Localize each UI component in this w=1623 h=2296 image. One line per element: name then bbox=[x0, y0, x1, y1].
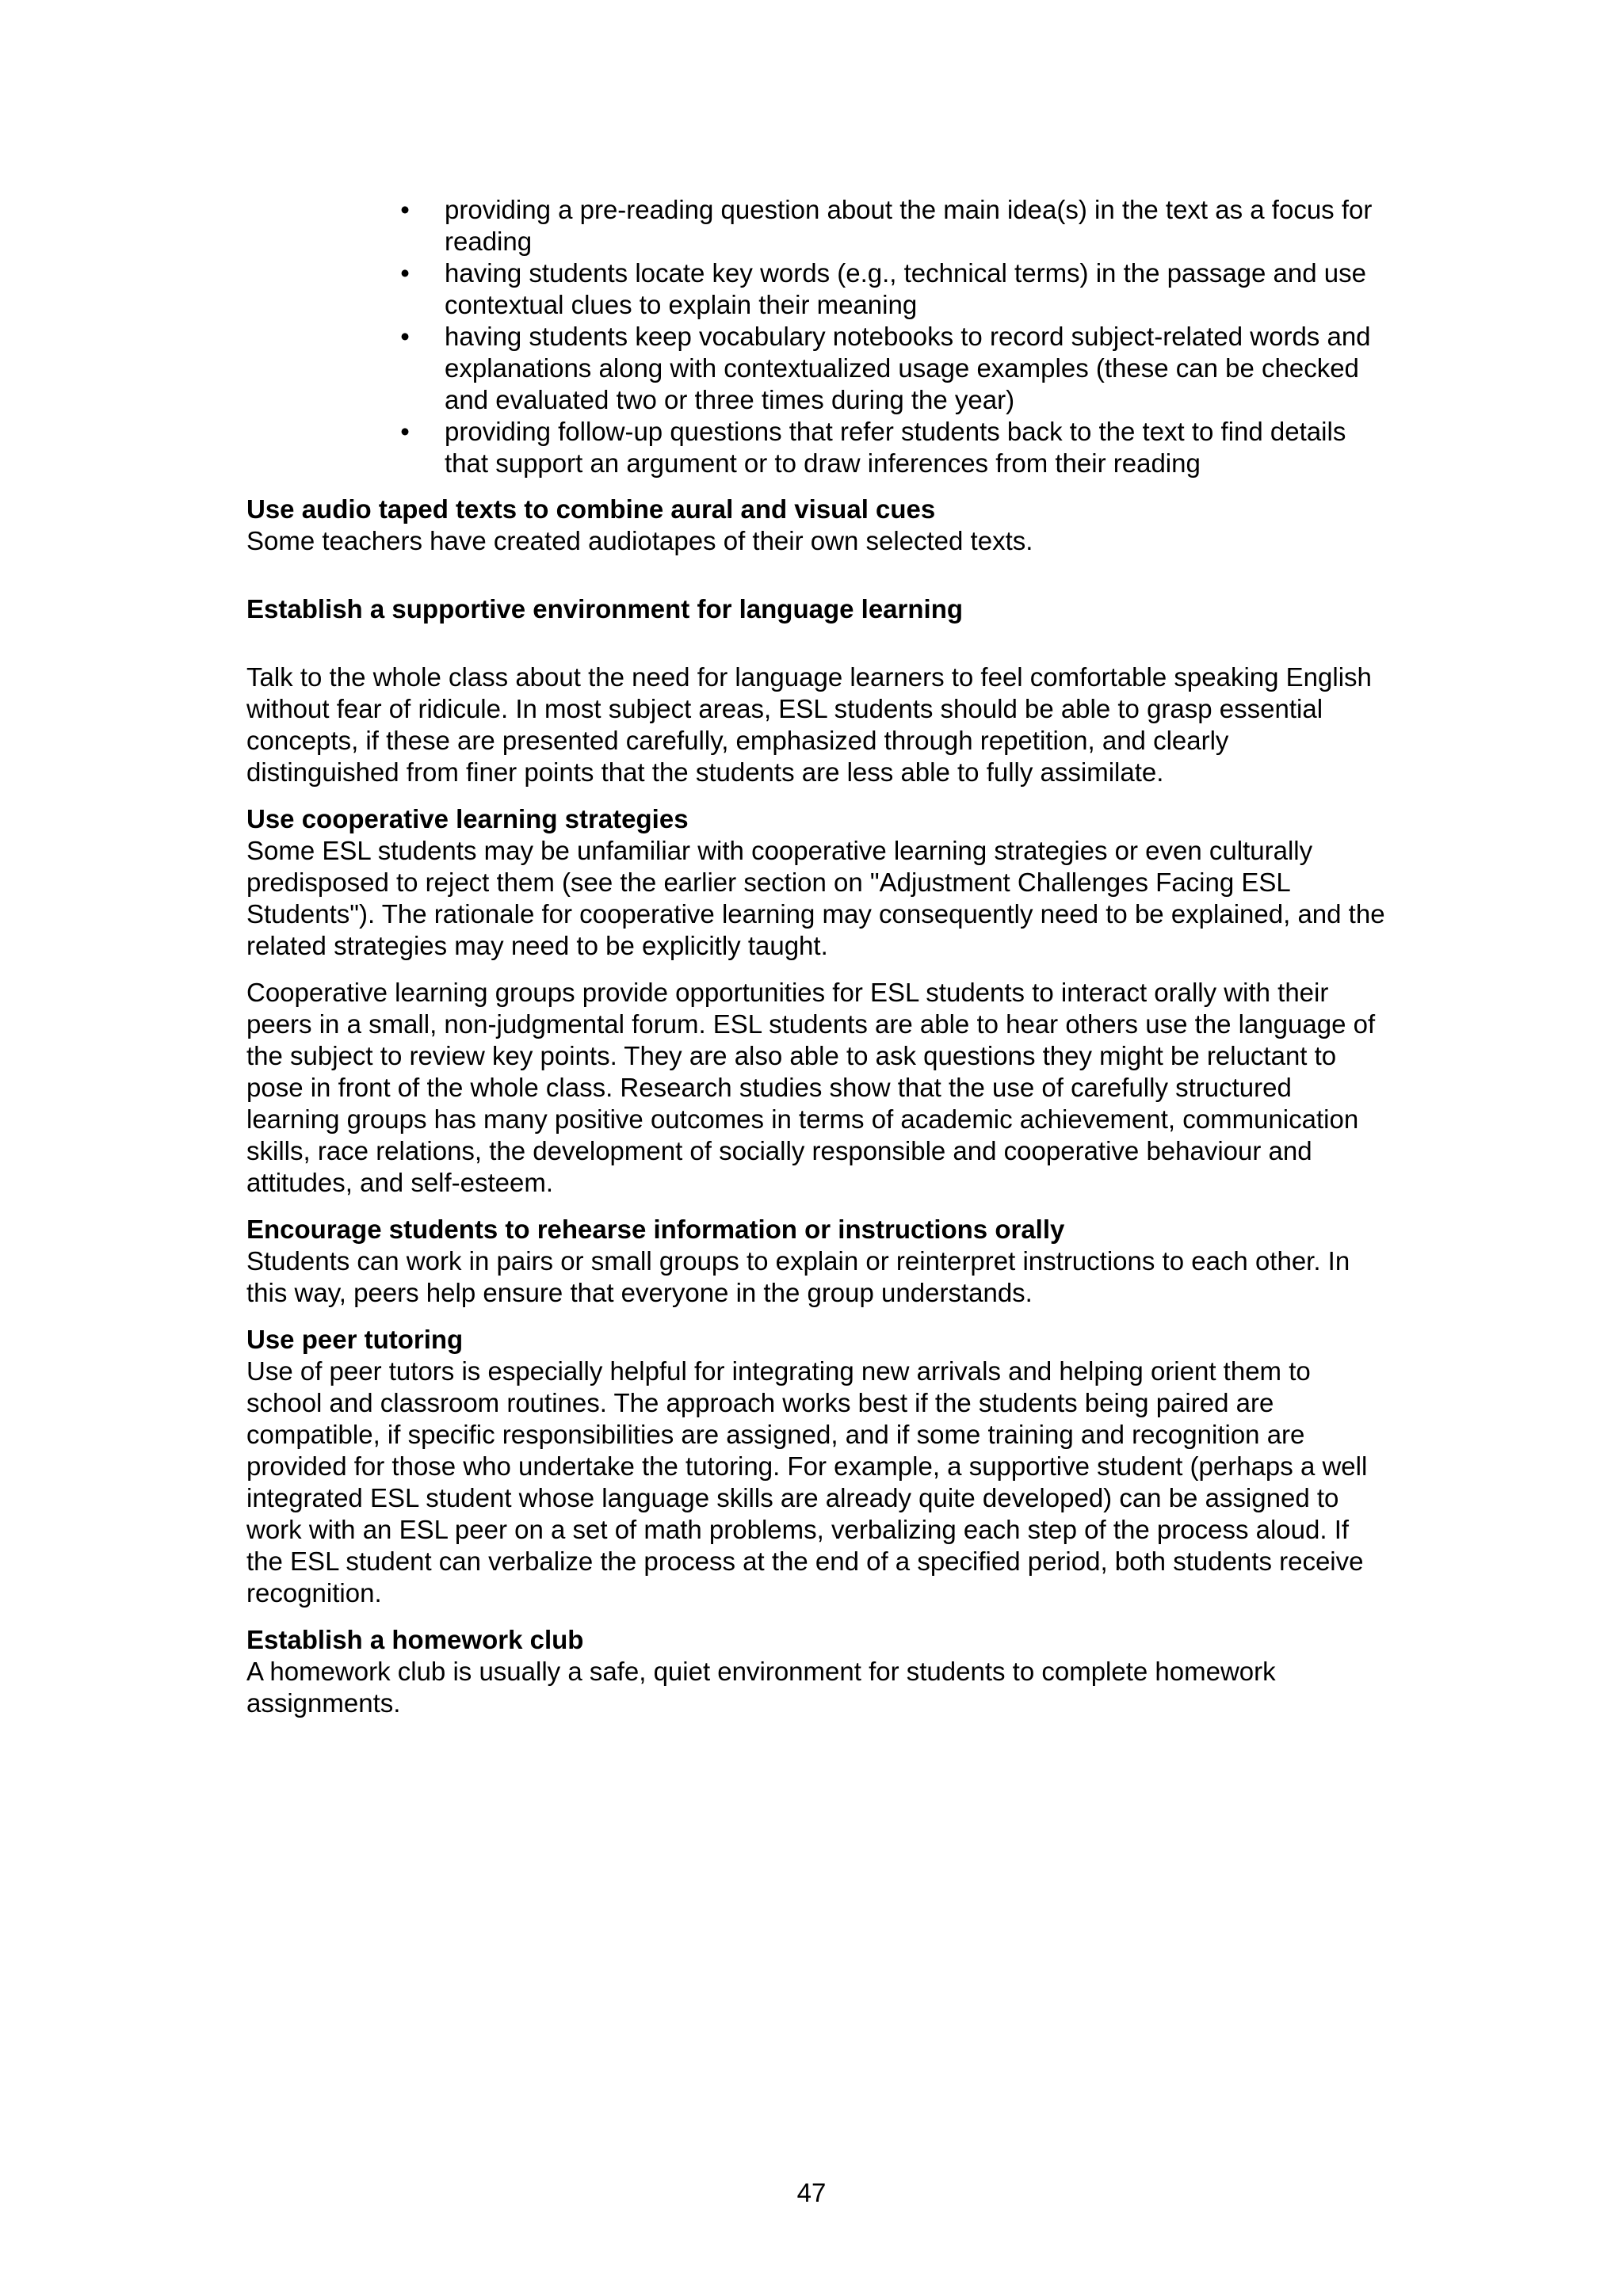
bullet-icon: • bbox=[400, 195, 410, 224]
bullet-icon: • bbox=[400, 417, 410, 446]
section-body: Use of peer tutors is especially helpful for integrating new arrivals and helping orient them to school and classroom routines. The approach works best if the students being paired are compatible, if specific responsibilities are assigned, and if some training and recognition are provided for those who undertake the tutoring. For example, a supportive student (perhaps a well integrated ESL student whose language skills are already quite developed) can be assigned to work with an ESL peer on a set of math problems, verbalizing each step of the process aloud. If the ESL student can verbalize the process at the end of a specified period, both students receive recognition. bbox=[246, 1356, 1368, 1608]
section-rehearse-orally bbox=[246, 1214, 1388, 1309]
list-item bbox=[400, 194, 1388, 257]
bullet-text: having students keep vocabulary notebooks to record subject-related words and explanations along with contextualized usage examples (these can be checked and evaluated two or three times during the year) bbox=[445, 322, 1371, 414]
section-body: Students can work in pairs or small groups to explain or reinterpret instructions to each other. In this way, peers help ensure that everyone in the group understands. bbox=[246, 1246, 1350, 1307]
section-body: Some ESL students may be unfamiliar with cooperative learning strategies or even culturally predisposed to reject them (see the earlier section on "Adjustment Challenges Facing ESL Students"). The rationale for cooperative learning may consequently need to be explained, and the related strategies may need to be explicitly taught. bbox=[246, 836, 1385, 960]
section-heading: Use audio taped texts to combine aural and visual cues bbox=[246, 494, 936, 524]
spacer bbox=[246, 625, 1388, 662]
bullet-icon: • bbox=[400, 258, 410, 288]
bullet-icon: • bbox=[400, 322, 410, 351]
section-body: Cooperative learning groups provide opportunities for ESL students to interact orally with their peers in a small, non-judgmental forum. ESL students are able to hear others use the language of the subject to review key points. They are also able to ask questions they might be reluctant to pose in front of the whole class. Research studies show that the use of carefully structured learning groups has many positive outcomes in terms of academic achievement, communication skills, race relations, the development of socially responsible and cooperative behaviour and attitudes, and self-esteem. bbox=[246, 978, 1376, 1197]
section-audio bbox=[246, 494, 1388, 557]
strategy-bullet-list bbox=[246, 194, 1388, 479]
section-heading: Use cooperative learning strategies bbox=[246, 804, 689, 833]
section-supportive-environment bbox=[246, 593, 1388, 788]
page-number: 47 bbox=[796, 2178, 827, 2207]
bullet-text: providing a pre-reading question about the main idea(s) in the text as a focus for reading bbox=[445, 195, 1373, 256]
list-item bbox=[400, 257, 1388, 321]
list-item bbox=[400, 416, 1388, 479]
section-heading: Use peer tutoring bbox=[246, 1325, 464, 1354]
section-body: Talk to the whole class about the need for language learners to feel comfortable speaking English without fear of ridicule. In most subject areas, ESL students should be able to grasp essential concepts, if these are presented carefully, emphasized through repetition, and clearly distinguished from finer points that the students are less able to fully assimilate. bbox=[246, 662, 1372, 787]
section-heading: Encourage students to rehearse information or instructions orally bbox=[246, 1215, 1065, 1244]
bullet-text: providing follow-up questions that refer students back to the text to find details that support an argument or to draw inferences from their reading bbox=[445, 417, 1346, 478]
list-item bbox=[400, 321, 1388, 416]
section-heading: Establish a supportive environment for language learning bbox=[246, 594, 964, 624]
section-homework-club bbox=[246, 1624, 1388, 1719]
page-content bbox=[246, 194, 1388, 1719]
bullet-text: having students locate key words (e.g., technical terms) in the passage and use contextual clues to explain their meaning bbox=[445, 258, 1366, 319]
section-heading: Establish a homework club bbox=[246, 1625, 584, 1654]
section-cooperative-learning bbox=[246, 803, 1388, 1199]
section-body: Some teachers have created audiotapes of their own selected texts. bbox=[246, 526, 1033, 555]
section-peer-tutoring bbox=[246, 1324, 1388, 1609]
section-body: A homework club is usually a safe, quiet environment for students to complete homework assignments. bbox=[246, 1657, 1276, 1718]
